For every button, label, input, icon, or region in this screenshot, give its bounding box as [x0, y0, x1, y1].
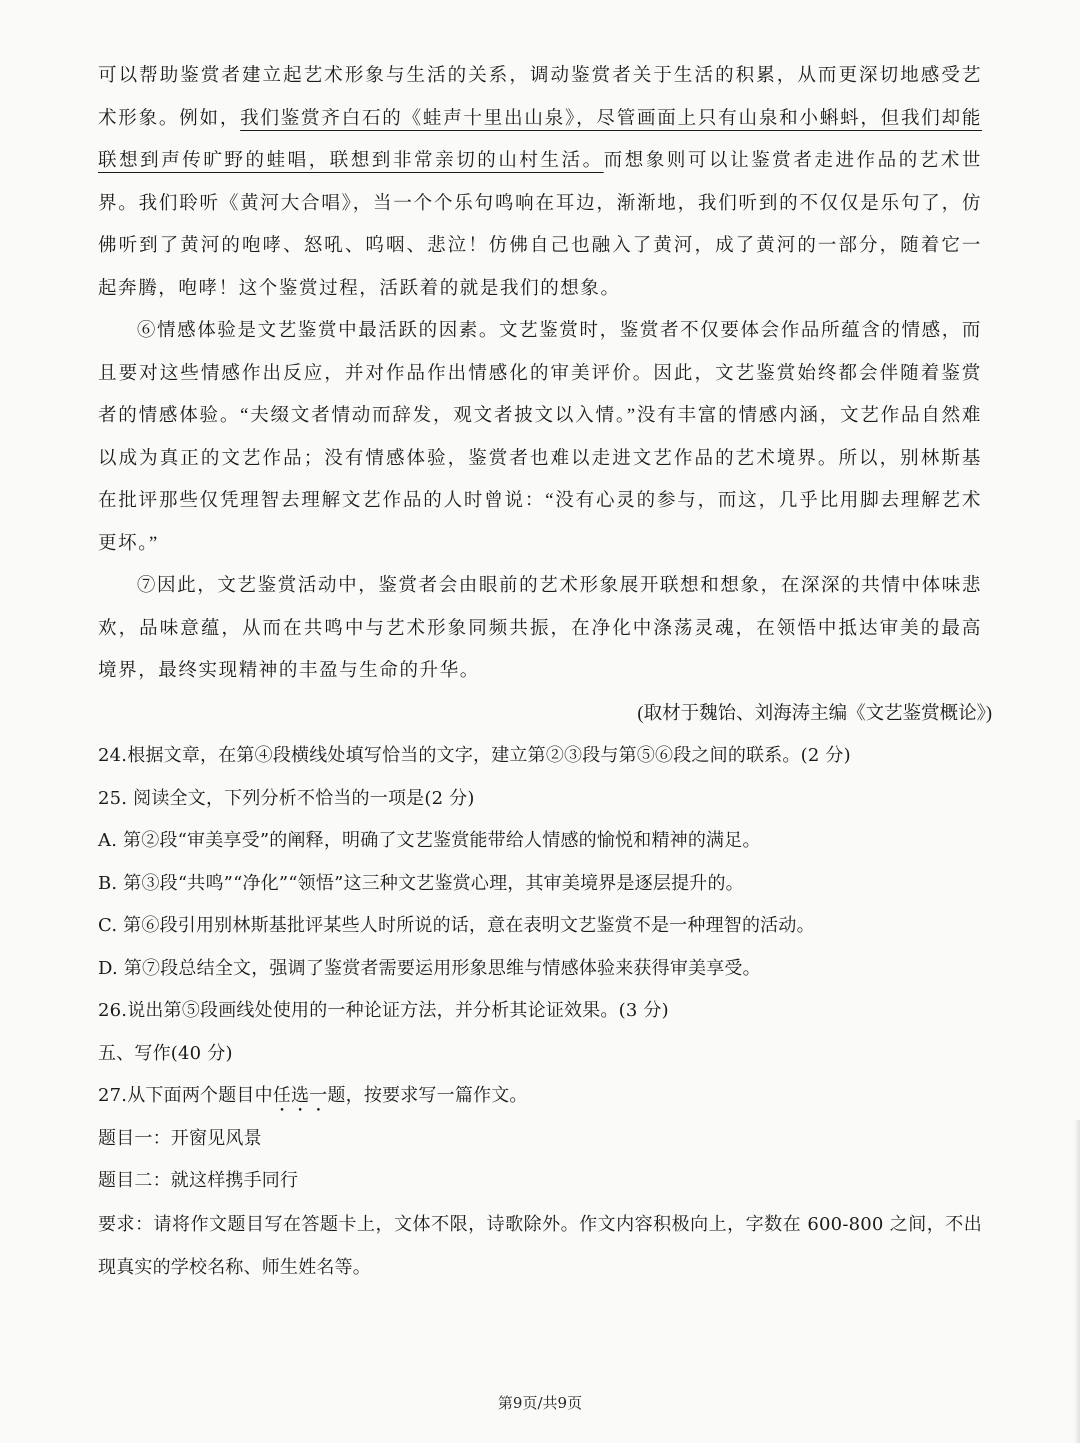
question-26: 26.说出第⑤段画线处使用的一种论证方法，并分析其论证效果。(3 分) — [98, 1000, 669, 1021]
p5-underlined-sentence: 我们鉴赏齐白石的《蛙声十里出山泉》，尽管画面上只有山泉和小蝌蚪，但我们却能联想到声传旷野的蛙唱，联想到非常亲切的山村生活。 — [98, 108, 982, 171]
q27-emphasis: 任选一 — [272, 1085, 328, 1106]
option-a: A. 第②段“审美享受”的阐释，明确了文艺鉴赏能带给人情感的愉悦和精神的满足。 — [98, 830, 761, 851]
topic-one: 题目一：开窗见风景 — [98, 1127, 262, 1149]
p5-intro: 可以帮助鉴赏者建立起艺术形象与生活的关系，调动鉴赏者关于生活的积累，从而更深切地感受艺术形象。例如， — [98, 66, 982, 129]
source-citation: (取材于魏饴、刘海涛主编《文艺鉴赏概论》) — [637, 703, 992, 724]
paragraph-5-continued — [98, 55, 982, 310]
option-b: B. 第③段“共鸣”“净化”“领悟”这三种文艺鉴赏心理，其审美境界是逐层提升的。 — [98, 872, 744, 894]
topic-two: 题目二：就这样携手同行 — [98, 1170, 299, 1191]
paragraph-6: ⑥情感体验是文艺鉴赏中最活跃的因素。文艺鉴赏时，鉴赏者不仅要体会作品所蕴含的情感，而且要对这些情感作出反应，并对作品作出情感化的审美评价。因此，文艺鉴赏始终都会伴随着鉴赏者的情感体验。“夫缀文者情动而辞发，观文者披文以入情。”没有丰富的情感内涵，文艺作品自然难以成为真正的文艺作品；没有情感体验，鉴赏者也难以走进文艺作品的艺术境界。所以，别林斯基在批评那些仅凭理智去理解文艺作品的人时曾说：“没有心灵的参与，而这，几乎比用脚去理解艺术更坏。” — [98, 321, 982, 554]
writing-requirement: 要求：请将作文题目写在答题卡上，文体不限，诗歌除外。作文内容积极向上，字数在 600-800 之间，不出现真实的学校名称、师生姓名等。 — [98, 1213, 982, 1278]
page-number: 第9页/共9页 — [497, 1394, 583, 1412]
q27-pre: 27.从下面两个题目中 — [98, 1085, 273, 1106]
question-25: 25. 阅读全文，下列分析不恰当的一项是(2 分) — [98, 787, 475, 809]
option-c: C. 第⑥段引用别林斯基批评某些人时所说的话，意在表明文艺鉴赏不是一种理智的活动。 — [98, 915, 815, 936]
q27-post: 题，按要求写一篇作文。 — [327, 1085, 528, 1106]
option-d: D. 第⑦段总结全文，强调了鉴赏者需要运用形象思维与情感体验来获得审美享受。 — [98, 957, 761, 979]
writing-section-title: 五、写作(40 分) — [98, 1042, 233, 1064]
question-24: 24.根据文章，在第④段横线处填写恰当的文字，建立第②③段与第⑤⑥段之间的联系。(2 分) — [98, 745, 851, 766]
p5-rest: 而想象则可以让鉴赏者走进作品的艺术世界。我们聆听《黄河大合唱》，当一个个乐句鸣响在耳边，渐渐地，我们听到的不仅仅是乐句了，仿佛听到了黄河的咆哮、怒吼、呜咽、悲泣！仿佛自己也融入了黄河，成了黄河的一部分，随着它一起奔腾，咆哮！这个鉴赏过程，活跃着的就是我们的想象。 — [98, 151, 982, 299]
question-27 — [98, 1075, 982, 1118]
paragraph-7: ⑦因此，文艺鉴赏活动中，鉴赏者会由眼前的艺术形象展开联想和想象，在深深的共情中体味悲欢，品味意蕴，从而在共鸣中与艺术形象同频共振，在净化中涤荡灵魂，在领悟中抵达审美的最高境界，最终实现精神的丰盈与生命的升华。 — [98, 576, 982, 681]
